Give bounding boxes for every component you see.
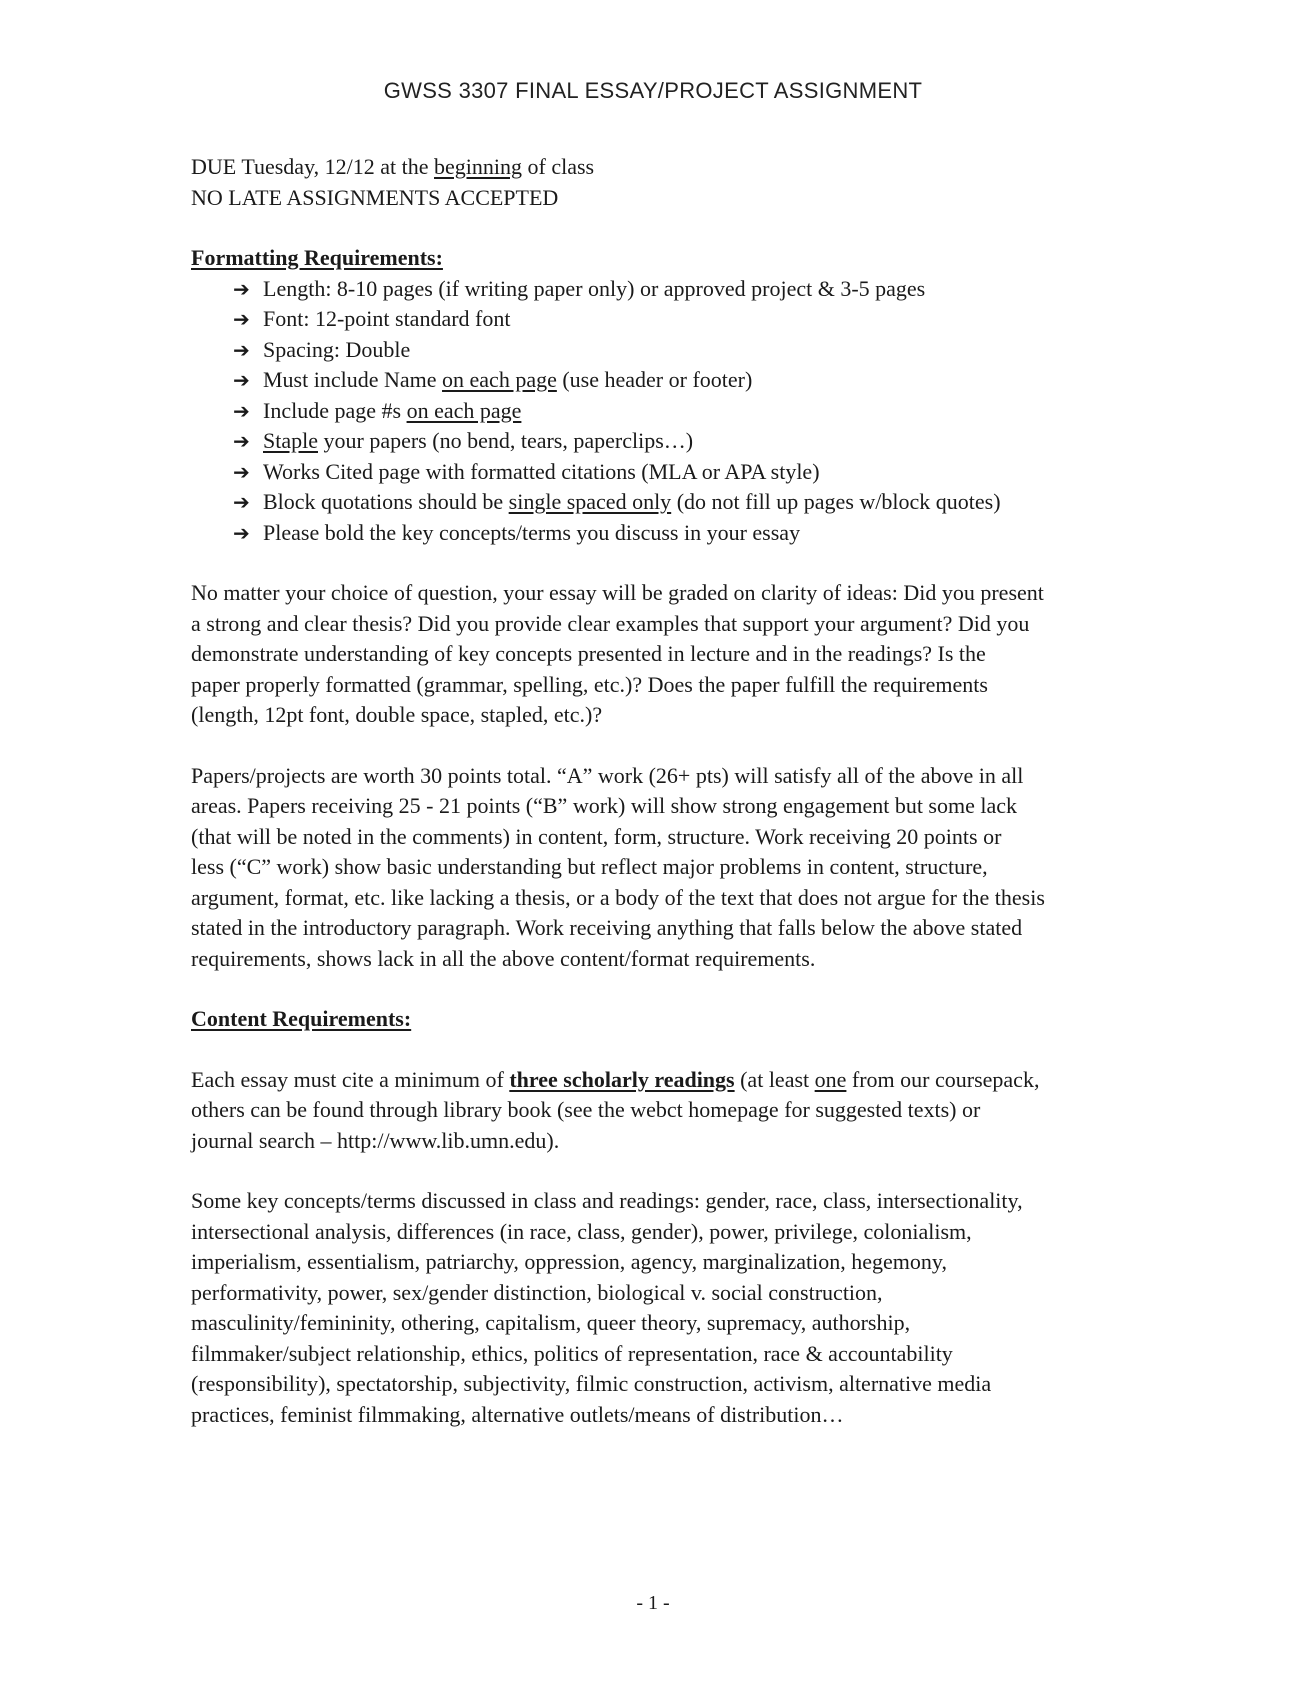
formatting-item-post: (use header or footer) [556, 367, 753, 392]
formatting-item-text [263, 457, 820, 488]
paragraph-line: a strong and clear thesis? Did you provide clear examples that support your argument? Did you [191, 610, 1030, 636]
paragraph-line: practices, feminist filmmaking, alternative outlets/means of distribution… [191, 1401, 844, 1427]
formatting-item [233, 426, 1121, 457]
formatting-heading: Formatting Requirements: [191, 245, 443, 270]
arrow-right-icon: ➔ [233, 459, 250, 484]
formatting-item-pre: Works Cited page with formatted citations (MLA or APA style) [263, 458, 820, 484]
paragraph-line: (that will be noted in the comments) in content, form, structure. Work receiving 20 points or [191, 823, 1002, 849]
arrow-right-icon: ➔ [233, 276, 250, 301]
citation-text: Each essay must cite a minimum of [191, 1066, 510, 1092]
paragraph-line: argument, format, etc. like lacking a thesis, or a body of the text that does not argue for the thesis [191, 884, 1045, 910]
formatting-item-pre: Font: 12-point standard font [263, 306, 511, 331]
paragraph-line: filmmaker/subject relationship, ethics, politics of representation, race & accountability [191, 1340, 953, 1366]
formatting-item-text [263, 396, 521, 427]
concepts-paragraph [191, 1186, 1121, 1430]
paragraph-line: stated in the introductory paragraph. Work receiving anything that falls below the above stated [191, 915, 1023, 940]
paragraph-line: imperialism, essentialism, patriarchy, oppression, agency, marginalization, hegemony, [191, 1249, 947, 1274]
formatting-item-underlined: on each page [442, 367, 557, 392]
formatting-item [233, 518, 1121, 549]
paragraph-line: demonstrate understanding of key concepts presented in lecture and in the readings? Is the [191, 641, 986, 666]
citation-text: from our coursepack, [846, 1066, 1040, 1092]
formatting-item-text [263, 487, 1001, 518]
formatting-item [233, 396, 1121, 427]
due-block [191, 152, 1121, 213]
paragraph-line: less (“C” work) show basic understanding but reflect major problems in content, structure, [191, 854, 988, 879]
points-paragraph [191, 761, 1121, 975]
formatting-item [233, 274, 1121, 305]
formatting-item-pre: Please bold the key concepts/terms you discuss in your essay [263, 519, 801, 545]
paragraph-line: performativity, power, sex/gender distinction, biological v. social construction, [191, 1279, 883, 1305]
formatting-item [233, 365, 1121, 396]
citation-paragraph [191, 1065, 1121, 1157]
paragraph-line: intersectional analysis, differences (in race, class, gender), power, privilege, colonialism, [191, 1218, 972, 1244]
paragraph-line: paper properly formatted (grammar, spelling, etc.)? Does the paper fulfill the requirements [191, 671, 988, 697]
formatting-item [233, 304, 1121, 335]
paragraph-line: areas. Papers receiving 25 - 21 points (“B” work) will show strong engagement but some lack [191, 793, 1018, 818]
late-notice: NO LATE ASSIGNMENTS ACCEPTED [191, 184, 559, 210]
citation-line: others can be found through library book (see the webct homepage for suggested texts) or [191, 1097, 981, 1122]
formatting-item-pre: Include page #s [263, 397, 407, 423]
paragraph-line: Papers/projects are worth 30 points total. “A” work (26+ pts) will satisfy all of the above in all [191, 762, 1024, 788]
page-title: GWSS 3307 FINAL ESSAY/PROJECT ASSIGNMENT [383, 78, 923, 103]
formatting-item-text [263, 518, 800, 549]
page-number: - 1 - [636, 1592, 670, 1614]
paragraph-line: masculinity/femininity, othering, capitalism, queer theory, supremacy, authorship, [191, 1310, 911, 1335]
arrow-right-icon: ➔ [233, 398, 250, 423]
citation-line: journal search – http://www.lib.umn.edu). [191, 1127, 560, 1153]
arrow-right-icon: ➔ [233, 337, 250, 362]
formatting-item [233, 335, 1121, 366]
paragraph-line: No matter your choice of question, your essay will be graded on clarity of ideas: Did you present [191, 580, 1044, 605]
formatting-item [233, 457, 1121, 488]
formatting-item-pre: Block quotations should be [263, 489, 509, 514]
formatting-item-underlined: single spaced only [508, 489, 672, 514]
paragraph-line: Some key concepts/terms discussed in class and readings: gender, race, class, intersectionality, [191, 1188, 1023, 1213]
formatting-item-post: your papers (no bend, tears, paperclips…) [318, 428, 694, 453]
formatting-item-text [263, 335, 410, 366]
citation-line [191, 1065, 1121, 1096]
formatting-item [233, 487, 1121, 518]
formatting-item-text [263, 365, 752, 396]
grading-paragraph [191, 578, 1121, 731]
formatting-item-pre: Length: 8-10 pages (if writing paper only) or approved project & 3-5 pages [263, 275, 926, 301]
arrow-right-icon: ➔ [233, 368, 250, 392]
formatting-item-underlined: on each page [406, 397, 522, 423]
arrow-right-icon: ➔ [233, 520, 250, 545]
citation-text: (at least [734, 1066, 815, 1092]
three-scholarly-readings: three scholarly readings [509, 1066, 735, 1092]
arrow-right-icon: ➔ [233, 490, 250, 514]
due-prefix: DUE Tuesday, 12/12 at the [191, 154, 435, 179]
due-suffix: of class [522, 154, 595, 179]
paragraph-line: (length, 12pt font, double space, stapled, etc.)? [191, 702, 603, 727]
due-underlined: beginning [434, 154, 523, 179]
formatting-item-text [263, 304, 510, 335]
formatting-item-text [263, 426, 693, 457]
formatting-item-pre: Spacing: Double [263, 336, 411, 362]
formatting-item-post: (do not fill up pages w/block quotes) [671, 489, 1001, 514]
formatting-item-underlined: Staple [263, 428, 318, 453]
paragraph-line: requirements, shows lack in all the above content/format requirements. [191, 945, 816, 971]
formatting-item-pre: Must include Name [263, 367, 443, 392]
due-line [191, 152, 1121, 183]
citation-one: one [814, 1066, 847, 1092]
arrow-right-icon: ➔ [233, 307, 250, 331]
formatting-list [191, 274, 1121, 549]
formatting-item-text [263, 274, 925, 305]
arrow-right-icon: ➔ [233, 429, 250, 453]
content-heading: Content Requirements: [191, 1006, 412, 1031]
document-body [191, 152, 1121, 1430]
paragraph-line: (responsibility), spectatorship, subjectivity, filmic construction, activism, alternative media [191, 1371, 992, 1396]
